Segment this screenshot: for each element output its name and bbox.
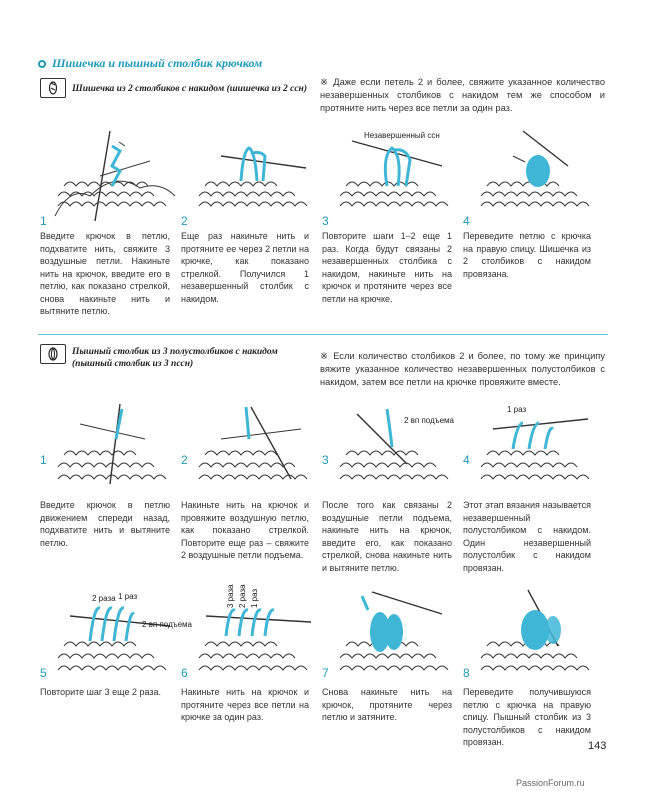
part1-step-4 xyxy=(463,122,603,322)
raz2-label-step6: 2 раза xyxy=(238,584,247,608)
puff-stitch-symbol-icon xyxy=(40,344,66,364)
part1-title: Шишечка из 2 столбиков с накидом (шишечка из 2 ссн) xyxy=(72,84,307,94)
step-text: Накиньте нить на крючок и провяжите воздушную петлю, как показано стрелкой. Повторите еще раз – свяжите 2 воздушные петли подъема. xyxy=(181,500,309,560)
step-number: 5 xyxy=(40,666,47,680)
step-number: 4 xyxy=(463,453,470,467)
step-number: 8 xyxy=(463,666,470,680)
step-text: Повторите шаги 1–2 еще 1 раз. Когда будут связаны 2 незавершенных столбика с накидом, накиньте нить на крючок и протяните через все петли на крючке. xyxy=(322,231,452,304)
step-number: 3 xyxy=(322,453,329,467)
unfinished-label: Незавершенный ссн xyxy=(364,131,440,140)
part2-step-4 xyxy=(463,395,603,575)
part2-step-5 xyxy=(40,582,180,732)
step-text: Переведите петлю с крючка на правую спицу. Шишечка из 2 столбиков с накидом провязана. xyxy=(463,231,591,279)
part2-title-line1: Пышный столбик из 3 полустолбиков с накидом xyxy=(72,347,278,357)
step-illustration xyxy=(191,126,321,226)
raz3-label-step6: 3 раза xyxy=(226,584,235,608)
step-illustration xyxy=(50,399,180,491)
step-illustration xyxy=(332,399,462,491)
step-text: Повторите шаг 3 еще 2 раза. xyxy=(40,687,162,697)
step-text: Накиньте нить на крючок и протяните через все петли на крючке за один раз. xyxy=(181,687,309,722)
raz1-label-step4: 1 раз xyxy=(507,405,527,414)
step-number: 2 xyxy=(181,214,188,228)
step-number: 7 xyxy=(322,666,329,680)
step-illustration xyxy=(332,126,462,226)
step-text: Введите крючок в петлю, подхватите нить, свяжите 3 воздушные петли. Накиньте нить на крючок, введите его в петлю, как показано стрелкой, снова накиньте нить и вытяните петлю. xyxy=(40,231,170,316)
part2-step-1 xyxy=(40,395,180,575)
step-number: 1 xyxy=(40,453,47,467)
step-illustration xyxy=(191,399,321,491)
vp2-label-step3: 2 вп подъема xyxy=(404,416,454,425)
section-title xyxy=(38,56,262,71)
step-text: Этот этап вязания называется незавершенный полустолбиком с накидом. Один незавершенный полустолбик с накидом провязан. xyxy=(463,500,591,573)
vp2-label-step5: 2 вп подъема xyxy=(142,620,192,629)
part1-note: ※ Даже если петель 2 и более, свяжите указанное количество незавершенных столбиков с накидом тем же способом и протяните нить через все петли за один раз. xyxy=(320,77,605,113)
step-text: Введите крючок в петлю движением спереди назад, подхватите нить и вытяните петлю. xyxy=(40,500,170,548)
part2-title-line2: (пышный столбик из 3 пссн) xyxy=(72,359,194,369)
part1-step-2 xyxy=(181,122,321,322)
raz1-label-step6: 1 раз xyxy=(250,588,259,608)
part2-note: ※ Если количество столбиков 2 и более, по тому же принципу вяжите указанное количество незавершенных полустолбиков с накидом, затем все петли на крючке провяжите вместе. xyxy=(320,351,605,387)
part2-step-2 xyxy=(181,395,321,575)
step-number: 3 xyxy=(322,214,329,228)
part2-title xyxy=(72,346,312,370)
step-text: Снова накиньте нить на крючок, протяните через петлю и затяните. xyxy=(322,687,452,722)
step-illustration xyxy=(332,586,462,678)
bullet-icon xyxy=(38,60,46,68)
part2-step-7 xyxy=(322,582,462,732)
step-number: 2 xyxy=(181,453,188,467)
step-illustration xyxy=(50,126,180,226)
part1-step-3 xyxy=(322,122,462,322)
step-text: Переведите получившуюся петлю с крючка на правую спицу. Пышный столбик из 3 полустолбиков с накидом провязан. xyxy=(463,687,591,747)
part1-step-1 xyxy=(40,122,180,322)
section-title-text: Шишечка и пышный столбик крючком xyxy=(52,56,263,70)
part2-step-8 xyxy=(463,582,603,747)
step-number: 4 xyxy=(463,214,470,228)
page-number: 143 xyxy=(588,740,607,752)
step-number: 6 xyxy=(181,666,188,680)
step-illustration xyxy=(473,399,603,491)
watermark: PassionForum.ru xyxy=(516,778,585,788)
step-number: 1 xyxy=(40,214,47,228)
raz1-label-step5: 1 раз xyxy=(118,592,138,601)
step-text: После того как связаны 2 воздушные петли подъема, накиньте нить на крючок, введите его, как показано стрелкой, снова накиньте нить и вытяните петлю. xyxy=(322,500,452,573)
bobble-symbol-icon xyxy=(40,78,66,98)
step-illustration xyxy=(473,126,603,226)
step-text: Еще раз накиньте нить и протяните ее через 2 петли на крючке, как показано стрелкой. Получился 1 незавершенный столбик с накидом. xyxy=(181,231,309,304)
step-illustration xyxy=(473,586,603,678)
raz2-label-step5: 2 раза xyxy=(92,594,116,603)
section-divider xyxy=(38,334,608,335)
